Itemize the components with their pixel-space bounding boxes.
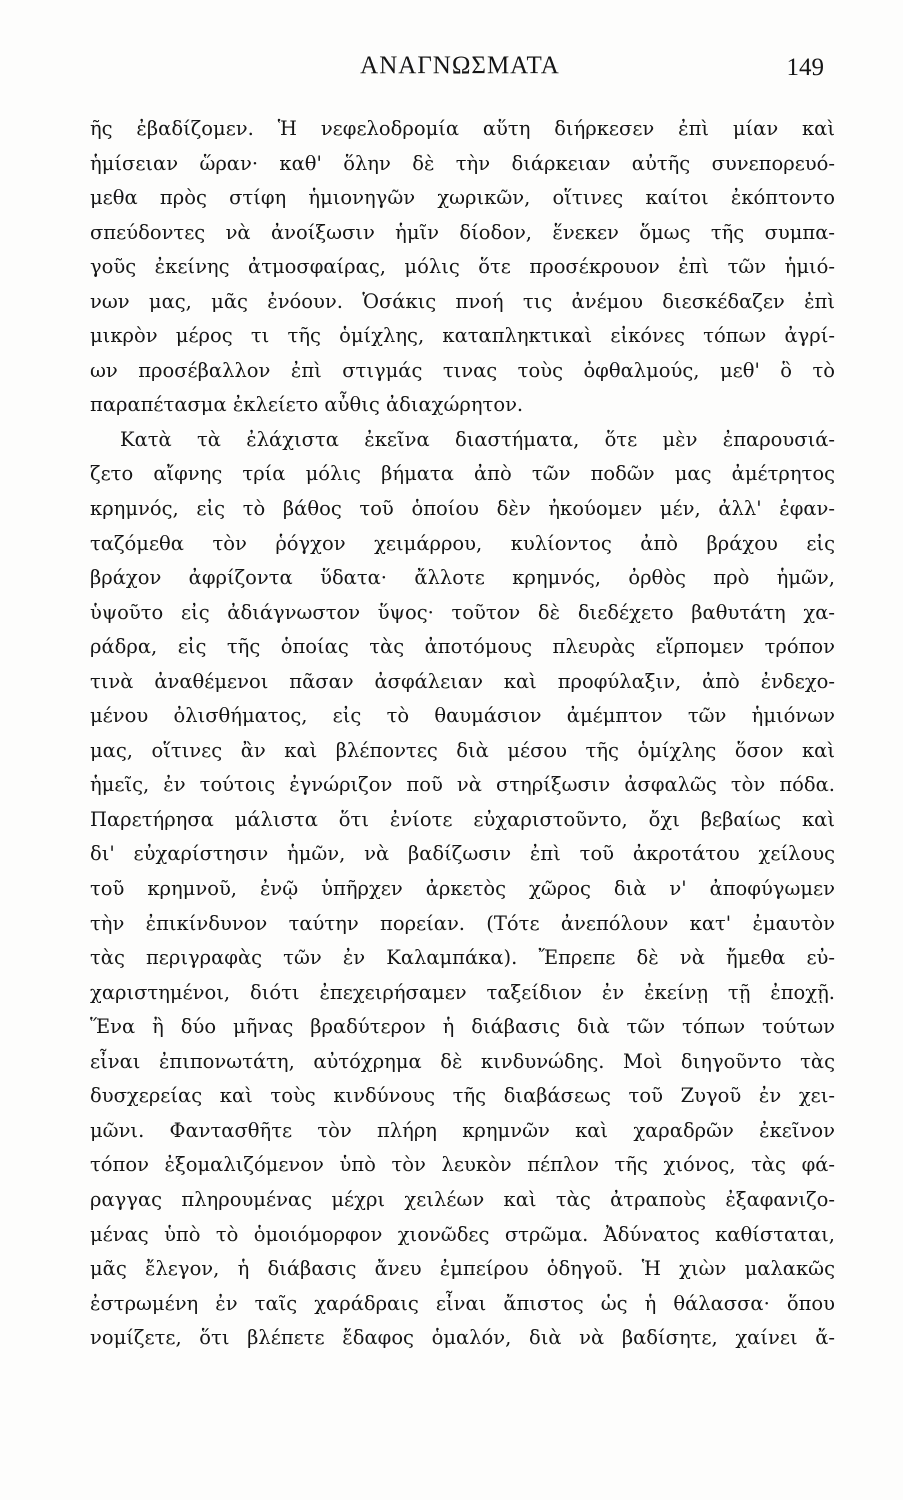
text-line: μένου ὀλισθήματος, εἰς τὸ θαυμάσιον ἀμέμπτον τῶν ἡμιόνων	[90, 704, 835, 728]
text-line: γοῦς ἐκείνης ἀτμοσφαίρας, μόλις ὅτε προσέκρουον ἐπὶ τῶν ἡμιό-	[90, 255, 835, 279]
text-line: μᾶς ἔλεγον, ἡ διάβασις ἄνευ ἐμπείρου ὁδηγοῦ. Ἡ χιὼν μαλακῶς	[90, 1257, 835, 1281]
text-line: Κατὰ τὰ ἐλάχιστα ἐκεῖνα διαστήματα, ὅτε μὲν ἐπαρουσιά-	[120, 427, 835, 451]
text-line: μικρὸν μέρος τι τῆς ὁμίχλης, καταπληκτικαὶ εἰκόνες τόπων ἀγρί-	[90, 324, 835, 348]
text-line: ων προσέβαλλον ἐπὶ στιγμάς τινας τοὺς ὀφθαλμούς, μεθ' ὃ τὸ	[90, 358, 835, 382]
text-line: δι' εὐχαρίστησιν ἡμῶν, νὰ βαδίζωσιν ἐπὶ τοῦ ἀκροτάτου χείλους	[90, 842, 835, 866]
text-line: μεθα πρὸς στίφη ἡμιονηγῶν χωρικῶν, οἵτινες καίτοι ἐκόπτοντο	[90, 186, 835, 210]
text-line: νων μας, μᾶς ἐνόουν. Ὁσάκις πνοή τις ἀνέμου διεσκέδαζεν ἐπὶ	[90, 289, 835, 313]
text-line: ζετο αἴφνης τρία μόλις βήματα ἀπὸ τῶν ποδῶν μας ἀμέτρητος	[90, 462, 835, 486]
text-line: ραγγας πληρουμένας μέχρι χειλέων καὶ τὰς ἀτραποὺς ἐξαφανιζο-	[90, 1187, 835, 1211]
text-line: Ἕνα ἢ δύο μῆνας βραδύτερον ἡ διάβασις διὰ τῶν τόπων τούτων	[90, 1015, 835, 1039]
text-line: ῆς ἐβαδίζομεν. Ἡ νεφελοδρομία αὕτη διήρκεσεν ἐπὶ μίαν καὶ	[90, 117, 835, 140]
text-line: χαριστημένοι, διότι ἐπεχειρήσαμεν ταξείδιον ἐν ἐκείνῃ τῇ ἐποχῇ.	[90, 980, 835, 1004]
text-line: ἡμεῖς, ἐν τούτοις ἐγνώριζον ποῦ νὰ στηρίξωσιν ἀσφαλῶς τὸν πόδα.	[90, 773, 835, 797]
text-line: δυσχερείας καὶ τοὺς κινδύνους τῆς διαβάσεως τοῦ Ζυγοῦ ἐν χει-	[90, 1084, 835, 1108]
text-line: σπεύδοντες νὰ ἀνοίξωσιν ἡμῖν δίοδον, ἕνεκεν ὅμως τῆς συμπα-	[90, 220, 835, 244]
text-line: ὑψοῦτο εἰς ἀδιάγνωστον ὕψος· τοῦτον δὲ διεδέχετο βαθυτάτη χα-	[90, 600, 835, 624]
text-line: ταζόμεθα τὸν ῥόγχον χειμάρρου, κυλίοντος ἀπὸ βράχου εἰς	[90, 531, 835, 555]
text-line: μῶνι. Φαντασθῆτε τὸν πλήρη κρημνῶν καὶ χαραδρῶν ἐκεῖνον	[90, 1118, 835, 1142]
text-line: ράδρα, εἰς τῆς ὁποίας τὰς ἀποτόμους πλευρὰς εἵρπομεν τρόπον	[90, 635, 835, 659]
text-line: τινὰ ἀναθέμενοι πᾶσαν ἀσφάλειαν καὶ προφύλαξιν, ἀπὸ ἐνδεχο-	[90, 669, 835, 693]
text-line: ἐστρωμένη ἐν ταῖς χαράδραις εἶναι ἄπιστος ὡς ἡ θάλασσα· ὅπου	[90, 1291, 835, 1315]
text-line: Παρετήρησα μάλιστα ὅτι ἐνίοτε εὐχαριστοῦντο, ὄχι βεβαίως καὶ	[90, 807, 835, 831]
running-head: ΑΝΑΓΝΩΣΜΑΤΑ	[360, 52, 560, 79]
text-line: νομίζετε, ὅτι βλέπετε ἔδαφος ὁμαλόν, διὰ νὰ βαδίσητε, χαίνει ἄ-	[90, 1326, 835, 1350]
text-line: εἶναι ἐπιπονωτάτη, αὐτόχρημα δὲ κινδυνώδης. Μοὶ διηγοῦντο τὰς	[90, 1049, 835, 1073]
text-line: ἡμίσειαν ὥραν· καθ' ὅλην δὲ τὴν διάρκειαν αὐτῆς συνεπορευό-	[90, 151, 835, 175]
page-header	[90, 52, 830, 92]
text-line: βράχον ἀφρίζοντα ὕδατα· ἄλλοτε κρημνός, ὀρθὸς πρὸ ἡμῶν,	[90, 566, 835, 590]
text-line: παραπέτασμα ἐκλείετο αὖθις ἀδιαχώρητον.	[90, 393, 524, 417]
text-line: μας, οἵτινες ἂν καὶ βλέποντες διὰ μέσου τῆς ὁμίχλης ὅσον καὶ	[90, 738, 835, 762]
text-line: τὰς περιγραφὰς τῶν ἐν Καλαμπάκα). Ἔπρεπε δὲ νὰ ἤμεθα εὐ-	[90, 946, 835, 970]
text-line: τὴν ἐπικίνδυνον ταύτην πορείαν. (Τότε ἀνεπόλουν κατ' ἐμαυτὸν	[90, 911, 835, 935]
text-line: τόπον ἐξομαλιζόμενον ὑπὸ τὸν λευκὸν πέπλον τῆς χιόνος, τὰς φά-	[90, 1153, 835, 1177]
body-text	[90, 112, 835, 1356]
text-line: κρημνός, εἰς τὸ βάθος τοῦ ὁποίου δὲν ἠκούομεν μέν, ἀλλ' ἐφαν-	[90, 497, 835, 521]
page-number: 149	[786, 54, 824, 81]
text-line: τοῦ κρημνοῦ, ἐνῷ ὑπῆρχεν ἀρκετὸς χῶρος διὰ ν' ἀποφύγωμεν	[90, 877, 835, 901]
text-line: μένας ὑπὸ τὸ ὁμοιόμορφον χιονῶδες στρῶμα. Ἀδύνατος καθίσταται,	[90, 1222, 835, 1246]
